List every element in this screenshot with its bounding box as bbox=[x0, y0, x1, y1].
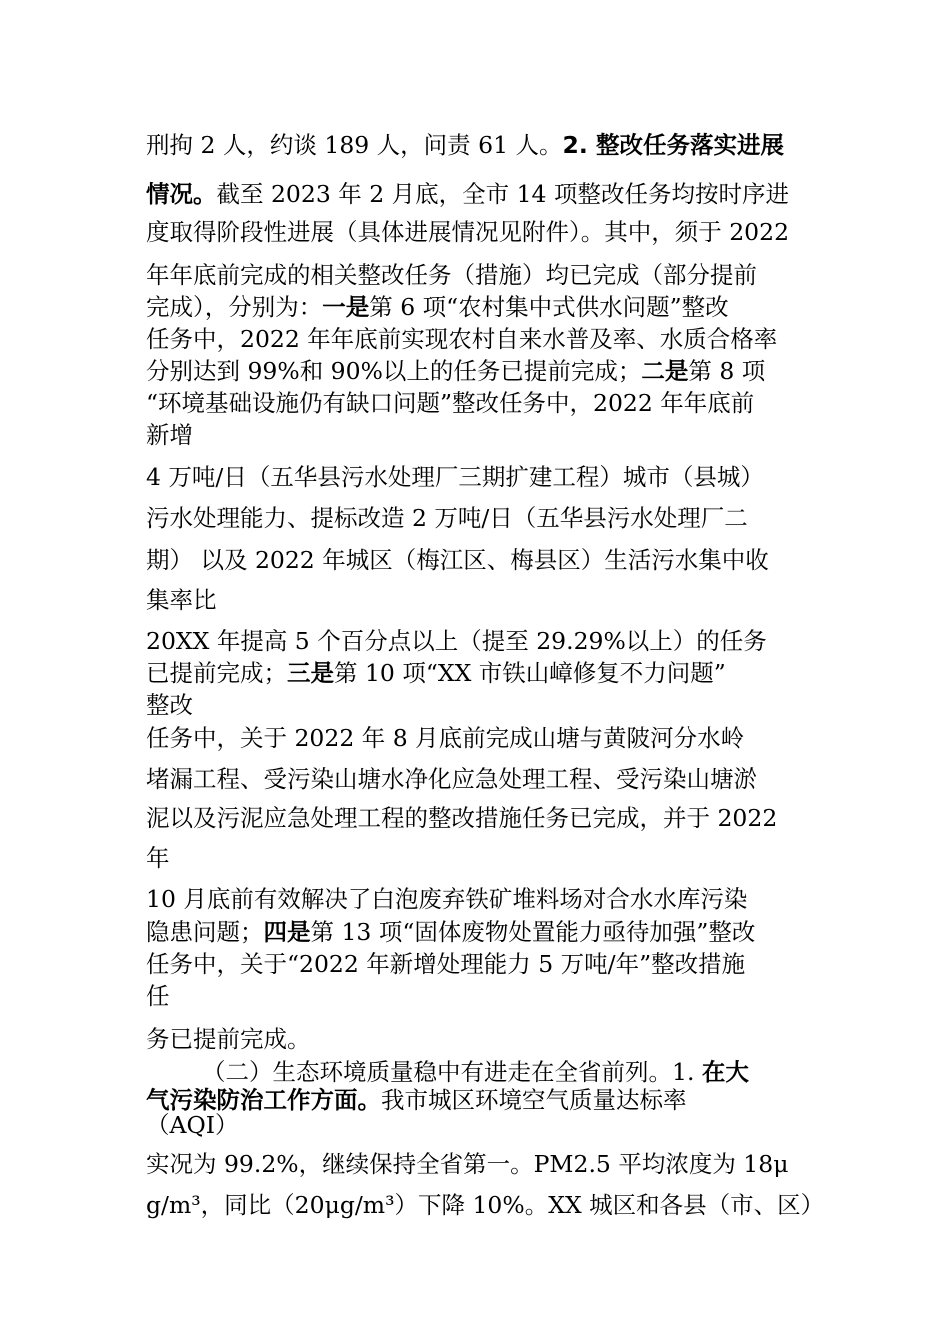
text-segment: 年 bbox=[146, 844, 170, 872]
bold-text: 情况。 bbox=[146, 180, 217, 208]
text-segment: 期） 以及 2022 年城区（梅江区、梅县区）生活污水集中收 bbox=[146, 546, 769, 574]
text-line bbox=[146, 179, 789, 209]
text-line bbox=[146, 884, 747, 914]
text-segment: 10 月底前有效解决了白泡废弃铁矿堆料场对合水水库污染 bbox=[146, 885, 748, 913]
text-line bbox=[146, 462, 764, 492]
text-segment: 务已提前完成。 bbox=[146, 1025, 311, 1053]
text-segment: 度取得阶段性进展（具体进展情况见附件）。其中，须于 2022 bbox=[146, 218, 790, 246]
text-line bbox=[146, 949, 745, 979]
text-line bbox=[146, 723, 744, 753]
bold-text: 一是 bbox=[322, 293, 370, 321]
text-segment: （二）生态环境质量稳中有进走在全省前列。1. bbox=[202, 1058, 702, 1086]
text-segment: 任务中，2022 年年底前实现农村自来水普及率、水质合格率 bbox=[146, 325, 778, 353]
bold-text: 二是 bbox=[641, 357, 689, 385]
text-line bbox=[146, 356, 765, 386]
text-line bbox=[146, 585, 217, 615]
text-segment: 集率比 bbox=[146, 586, 217, 614]
text-line bbox=[146, 626, 767, 656]
text-segment: 污水处理能力、提标改造 2 万吨/日（五华县污水处理厂二 bbox=[146, 504, 748, 532]
text-line bbox=[146, 690, 193, 720]
bold-text: 气污染防治工作方面。 bbox=[146, 1086, 381, 1114]
text-segment: 刑拘 2 人，约谈 189 人，问责 61 人。 bbox=[146, 131, 563, 159]
text-segment: 完成），分别为： bbox=[146, 293, 323, 321]
bold-text: 三是 bbox=[287, 659, 334, 687]
text-segment: 第 10 项“XX 市铁山嶂修复不力问题” bbox=[334, 659, 726, 687]
text-segment: 20XX 年提高 5 个百分点以上（提至 29.29%以上）的任务 bbox=[146, 627, 767, 655]
text-segment: 年年底前完成的相关整改任务（措施）均已完成（部分提前 bbox=[146, 261, 757, 289]
text-segment: 分别达到 99%和 90%以上的任务已提前完成； bbox=[146, 357, 642, 385]
text-segment: 堵漏工程、受污染山塘水净化应急处理工程、受污染山塘淤 bbox=[146, 765, 757, 793]
text-segment: 隐患问题； bbox=[146, 918, 264, 946]
text-segment: 整改 bbox=[146, 691, 193, 719]
bold-text: 在大 bbox=[701, 1058, 749, 1086]
bold-text: 2. 整改任务落实进展 bbox=[562, 131, 784, 159]
text-line bbox=[146, 545, 769, 575]
text-segment: 新增 bbox=[146, 421, 193, 449]
text-line bbox=[146, 503, 748, 533]
text-segment: g/m³，同比（20μg/m³）下降 10%。XX 城区和各县（市、区） bbox=[146, 1191, 825, 1219]
text-line bbox=[146, 1110, 239, 1140]
text-segment: 已提前完成； bbox=[146, 659, 287, 687]
text-line bbox=[146, 1149, 789, 1179]
text-segment: 任 bbox=[146, 982, 170, 1010]
text-line bbox=[146, 420, 193, 450]
text-segment: 我市城区环境空气质量达标率 bbox=[381, 1086, 687, 1114]
text-segment: 泥以及污泥应急处理工程的整改措施任务已完成，并于 2022 bbox=[146, 804, 778, 832]
text-line bbox=[146, 1190, 824, 1220]
text-line bbox=[146, 803, 777, 833]
text-segment: 第 8 项 bbox=[688, 357, 766, 385]
text-segment: 任务中，关于“2022 年新增处理能力 5 万吨/年”整改措施 bbox=[146, 950, 746, 978]
text-line bbox=[146, 917, 755, 947]
text-line bbox=[146, 843, 170, 873]
text-line bbox=[146, 292, 729, 322]
text-segment: 截至 2023 年 2 月底，全市 14 项整改任务均按时序进 bbox=[216, 180, 789, 208]
text-segment: 实况为 99.2%，继续保持全省第一。PM2.5 平均浓度为 18μ bbox=[146, 1150, 789, 1178]
text-line bbox=[146, 217, 789, 247]
text-segment: （AQI） bbox=[146, 1111, 239, 1139]
text-segment: 任务中，关于 2022 年 8 月底前完成山塘与黄陂河分水岭 bbox=[146, 724, 745, 752]
text-line bbox=[146, 260, 757, 290]
text-segment: 4 万吨/日（五华县污水处理厂三期扩建工程）城市（县城） bbox=[146, 463, 764, 491]
text-line bbox=[146, 130, 784, 160]
text-line bbox=[146, 388, 754, 418]
text-segment: 第 13 项“固体废物处置能力亟待加强”整改 bbox=[310, 918, 756, 946]
text-line bbox=[146, 1024, 311, 1054]
text-line bbox=[202, 1057, 749, 1087]
text-line bbox=[146, 981, 170, 1011]
text-line bbox=[146, 764, 757, 794]
text-segment: “环境基础设施仍有缺口问题”整改任务中，2022 年年底前 bbox=[146, 389, 755, 417]
text-line bbox=[146, 324, 777, 354]
text-segment: 第 6 项“农村集中式供水问题”整改 bbox=[369, 293, 729, 321]
bold-text: 四是 bbox=[263, 918, 311, 946]
text-line bbox=[146, 658, 726, 688]
